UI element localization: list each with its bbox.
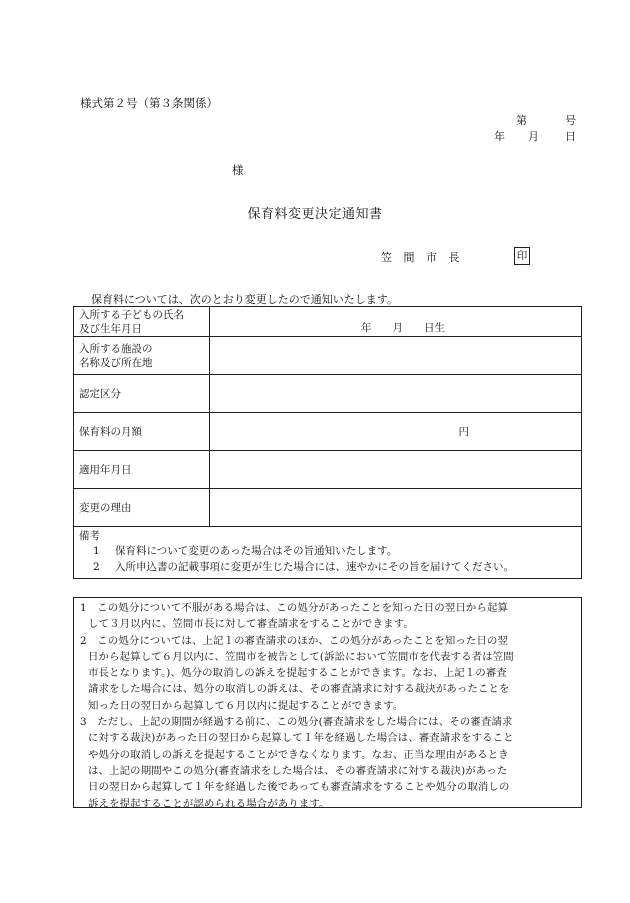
- remark-text: 入所申込書の記載事項に変更が生じた場合には、速やかにその旨を届けてください。: [115, 561, 514, 573]
- date-year-label: 年: [494, 130, 505, 143]
- appeal-line: 訴えを提起することが認められる場合があります。: [88, 797, 330, 810]
- facility-value: [210, 337, 582, 375]
- appeal-line: 2 この処分については、上記１の審査請求のほか、この処分があったことを知った日の翌: [80, 634, 509, 647]
- facility-label-cell: [74, 337, 210, 375]
- child-birthdate-value: [210, 307, 582, 337]
- appeal-line: 日から起算して６月以内に、笠間市を被告として(訴訟において笠間市を代表する者は笠間: [88, 650, 514, 663]
- monthly-fee-value: [210, 413, 582, 451]
- appeal-line: 日の翌日から起算して１年を経過した後であっても審査請求をすることや処分の取消しの: [88, 781, 510, 794]
- change-reason-value: [210, 489, 582, 527]
- certification-label: 認定区分: [74, 375, 210, 413]
- child-label-cell: [74, 307, 210, 337]
- remark-text: 保育料について変更のあった場合はその旨通知いたします。: [115, 545, 398, 557]
- appeal-notice-box: [73, 597, 582, 808]
- date-month-label: 月: [528, 130, 539, 143]
- certification-value: [210, 375, 582, 413]
- document-number-suffix: 号: [565, 114, 576, 127]
- appeal-line: 知った日の翌日から起算して６月以内に提起することができます。: [88, 699, 404, 712]
- date-day-label: 日: [565, 130, 576, 143]
- yen-unit: 円: [458, 425, 469, 438]
- child-label-line-2: 及び生年月日: [79, 322, 142, 335]
- appeal-line: や処分の取消しの訴えを提起することができなくなります。なお、正当な理由があるとき: [88, 748, 509, 761]
- remark-number: 2: [93, 561, 100, 573]
- document-number-prefix: 第: [516, 114, 527, 127]
- effective-date-label: 適用年月日: [74, 451, 210, 489]
- appeal-line: して３月以内に、笠間市長に対して審査請求をすることができます。: [88, 618, 414, 631]
- remark-item: [79, 559, 581, 575]
- remarks-heading: 備考: [79, 530, 100, 542]
- effective-date-row: [74, 451, 582, 489]
- change-reason-row: [74, 489, 582, 527]
- remarks-row: [74, 527, 582, 579]
- seal-mark: 印: [514, 247, 530, 265]
- change-reason-label: 変更の理由: [74, 489, 210, 527]
- appeal-line: に対する裁決)があった日の翌日から起算して１年を経過した場合は、審査請求をすること: [88, 732, 514, 745]
- effective-date-value: [210, 451, 582, 489]
- facility-label-line-2: 名称及び所在地: [79, 356, 153, 369]
- remark-number: 1: [93, 545, 100, 557]
- remarks-cell: [74, 527, 582, 579]
- appeal-line: は、上記の期間やこの処分(審査請求をした場合は、その審査請求に対する裁決)があった: [88, 764, 508, 777]
- notification-form-table: [73, 306, 582, 579]
- document-title: 保育料変更決定通知書: [247, 207, 383, 222]
- child-row: [74, 307, 582, 337]
- form-code: 様式第２号（第３条関係）: [80, 96, 218, 110]
- birthdate-format-text: 年 月 日生: [361, 322, 445, 334]
- addressee-honorific: 様: [232, 163, 244, 177]
- appeal-line: 市長となります。)、処分の取消しの訴えを提起することができます。なお、上記１の審査: [88, 667, 507, 680]
- issuer-name: 笠 間 市 長: [381, 251, 464, 264]
- intro-text: 保育料については、次のとおり変更したので通知いたします。: [91, 293, 398, 306]
- monthly-fee-row: [74, 413, 582, 451]
- monthly-fee-label: 保育料の月額: [74, 413, 210, 451]
- remark-item: [79, 543, 581, 559]
- child-label-line-1: 入所する子どもの氏名: [79, 308, 184, 321]
- appeal-line: 1 この処分について不服がある場合は、この処分があったことを知った日の翌日から起算: [80, 602, 509, 614]
- facility-label-line-1: 入所する施設の: [79, 342, 153, 355]
- certification-row: [74, 375, 582, 413]
- facility-row: [74, 337, 582, 375]
- appeal-line: 3 ただし、上記の期間が経過する前に、この処分(審査請求をした場合には、その審査請求: [80, 716, 513, 729]
- appeal-line: 請求をした場合には、処分の取消しの訴えは、その審査請求に対する裁決があったことを: [88, 683, 510, 696]
